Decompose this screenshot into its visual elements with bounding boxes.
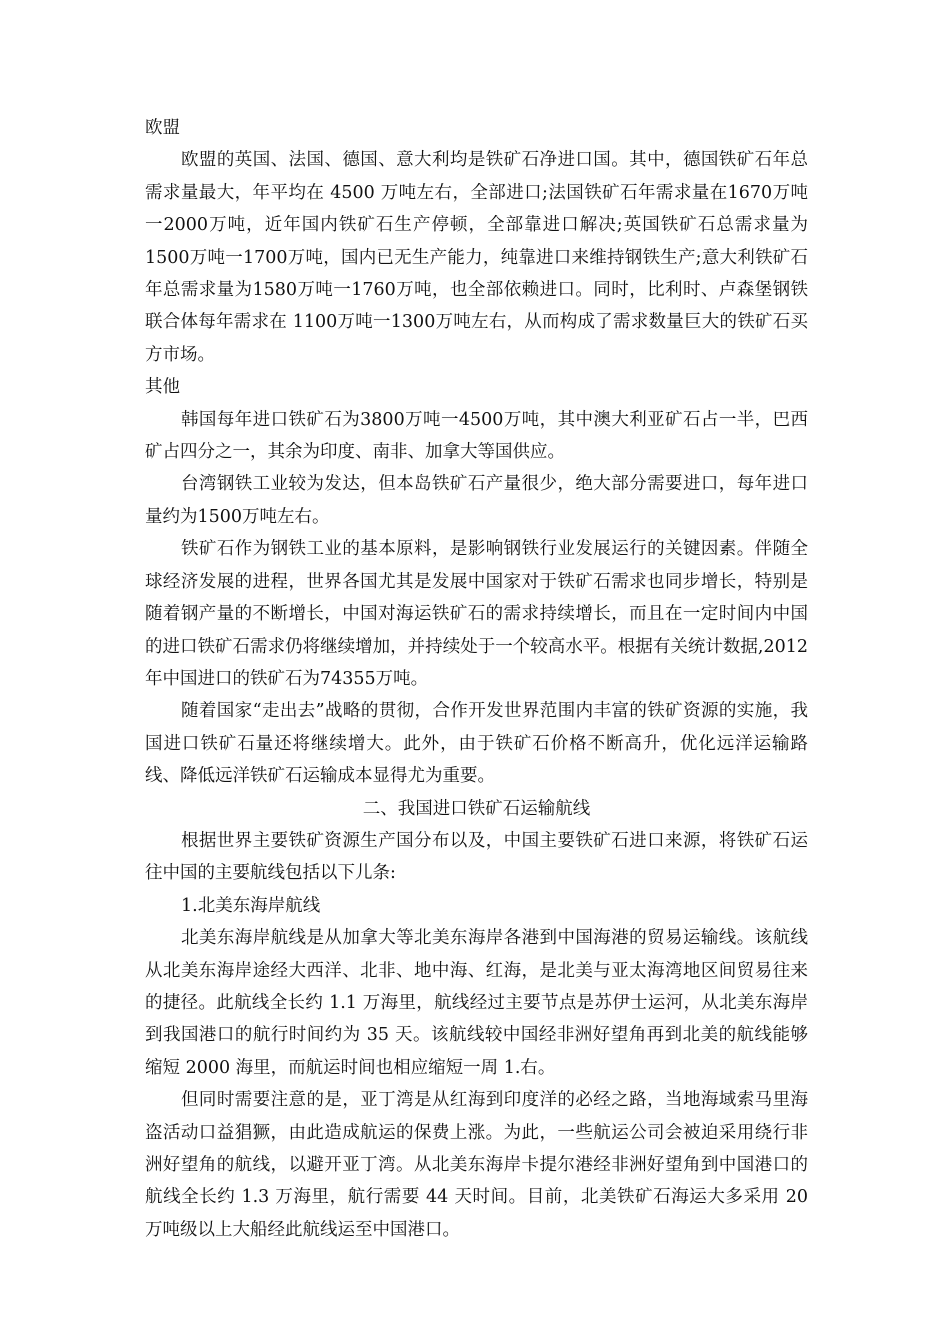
paragraph-iron-ore-importance: 铁矿石作为钢铁工业的基本原料，是影响钢铁行业发展运行的关键因素。伴随全球经济发展的进程，世界各国尤其是发展中国家对于铁矿石需求也同步增长，特别是随着钢产量的不断增长，中国对海运铁矿石的需求持续增长，而且在一定时间内中国的进口铁矿石需求仍将继续增加，并持续处于一个较高水平。根据有关统计数据,2012年中国进口的铁矿石为74355万吨。 <box>145 539 808 689</box>
paragraph-going-global: 随着国家“走出去”战略的贯彻，合作开发世界范围内丰富的铁矿资源的实施，我国进口铁矿石量还将继续增大。此外，由于铁矿石价格不断高升，优化远洋运输路线、降低远洋铁矿石运输成本显得尤为重要。 <box>145 701 808 787</box>
paragraph-eu-demand: 欧盟的英国、法国、德国、意大利均是铁矿石净进口国。其中，德国铁矿石年总需求量最大，年平均在 4500 万吨左右，全部进口;法国铁矿石年需求量在1670万吨一2000万吨，近年国内铁矿石生产停顿，全部靠进口解决;英国铁矿石总需求量为1500万吨一1700万吨，国内已无生产能力，纯靠进口来维持钢铁生产;意大利铁矿石年总需求量为1580万吨一1760万吨，也全部依赖进口。同时，比利时、卢森堡钢铁联合体每年需求在 1100万吨一1300万吨左右，从而构成了需求数量巨大的铁矿石买方市场。 <box>145 150 808 365</box>
paragraph-east-coast-route: 北美东海岸航线是从加拿大等北美东海岸各港到中国海港的贸易运输线。该航线从北美东海岸途经大西洋、北非、地中海、红海，是北美与亚太海湾地区间贸易往来的捷径。此航线全长约 1.1 万海里，航线经过主要节点是苏伊士运河，从北美东海岸到我国港口的航行时间约为 35 天。该航线较中国经非洲好望角再到北美的航线能够缩短 2000 海里，而航运时间也相应缩短一周 1.右。 <box>145 928 808 1078</box>
section-title-shipping-routes: 二、我国进口铁矿石运输航线 <box>362 798 591 819</box>
heading-others: 其他 <box>145 377 180 398</box>
paragraph-gulf-of-aden: 但同时需要注意的是，亚丁湾是从红海到印度洋的必经之路，当地海域索马里海盗活动口益猖獗，由此造成航运的保费上涨。为此，一些航运公司会被迫采用绕行非洲好望角的航线，以避开亚丁湾。从北美东海岸卡提尔港经非洲好望角到中国港口的航线全长约 1.3 万海里，航行需要 44 天时间。目前，北美铁矿石海运大多采用 20 万吨级以上大船经此航线运至中国港口。 <box>145 1090 808 1240</box>
subheading-north-america-east-coast: 1.北美东海岸航线 <box>181 895 321 916</box>
heading-eu: 欧盟 <box>145 118 180 138</box>
paragraph-routes-intro: 根据世界主要铁矿资源生产国分布以及，中国主要铁矿石进口来源，将铁矿石运往中国的主要航线包括以下儿条: <box>145 830 808 884</box>
paragraph-taiwan: 台湾钢铁工业较为发达，但本岛铁矿石产量很少，绝大部分需要进口，每年进口量约为1500万吨左右。 <box>145 474 808 527</box>
paragraph-korea: 韩国每年进口铁矿石为3800万吨一4500万吨，其中澳大利亚矿石占一半，巴西矿占四分之一，其余为印度、南非、加拿大等国供应。 <box>145 409 808 463</box>
document-body <box>145 112 808 1246</box>
